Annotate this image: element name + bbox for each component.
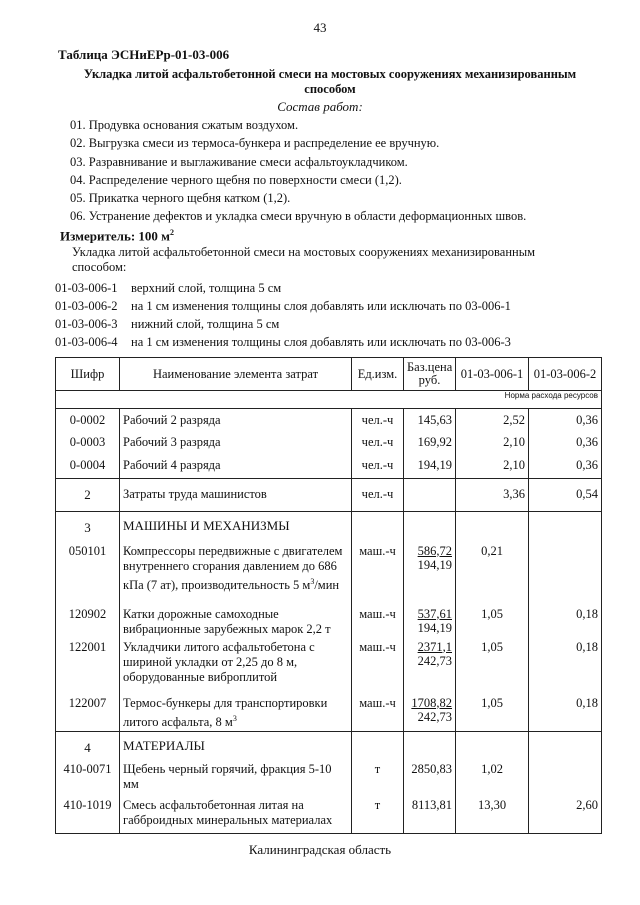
row-price: 194,19 [404, 455, 456, 479]
code-line-1 [55, 281, 281, 296]
header-col1: 01-03-006-1 [456, 358, 529, 391]
row-name: Щебень черный горячий, фракция 5-10 мм [120, 762, 352, 796]
table-title: Таблица ЭСНиЕРр-01-03-006 [58, 47, 230, 62]
header-code: Шифр [56, 358, 120, 391]
price-top: 1708,82 [411, 695, 452, 710]
row-value-2: 0,18 [529, 606, 602, 640]
row-name-sup: 3 [232, 713, 237, 723]
row-name [120, 540, 352, 606]
row-name: Затраты труда машинистов [120, 479, 352, 512]
header-price: Баз.цена руб. [404, 358, 456, 391]
code-line-4 [55, 335, 511, 350]
section-title: МАШИНЫ И МЕХАНИЗМЫ [120, 512, 352, 540]
row-price: 145,63 [404, 409, 456, 432]
price-bottom: 194,19 [417, 620, 452, 635]
row-name: Рабочий 4 разряда [120, 455, 352, 479]
row-name: Рабочий 3 разряда [120, 432, 352, 455]
row-code: 0-0003 [56, 432, 120, 455]
table-heading [60, 67, 600, 97]
table-row [56, 409, 602, 432]
work-item-4: 04. Распределение черного щебня по поверхности смеси (1,2). [70, 173, 402, 187]
code-id: 01-03-006-4 [55, 335, 118, 349]
price-bottom: 242,73 [417, 653, 452, 668]
row-name: Рабочий 2 разряда [120, 409, 352, 432]
price-top: 2371,1 [417, 639, 452, 654]
table-row [56, 455, 602, 479]
row-code: 2 [56, 479, 120, 512]
resource-table [55, 357, 602, 834]
table-row [56, 640, 602, 692]
measure-sup: 2 [170, 228, 175, 237]
row-value-1: 2,10 [456, 432, 529, 455]
header-name: Наименование элемента затрат [120, 358, 352, 391]
row-unit: маш.-ч [352, 606, 404, 640]
row-value-1: 1,05 [456, 606, 529, 640]
row-code: 050101 [56, 540, 120, 606]
row-price [404, 540, 456, 606]
row-name: Укладчики литого асфальтобетона с шириной укладки от 2,25 до 8 м, оборудованные виброплитой [120, 640, 352, 692]
row-unit: чел.-ч [352, 409, 404, 432]
code-id: 01-03-006-1 [55, 281, 118, 295]
price-top: 537,61 [417, 606, 452, 621]
table-row [56, 762, 602, 796]
row-value-1: 13,30 [456, 796, 529, 834]
norm-label: Норма расхода ресурсов [56, 391, 602, 409]
section-code: 3 [56, 512, 120, 540]
price-bottom: 194,19 [417, 557, 452, 572]
row-price [404, 640, 456, 692]
row-value-1: 1,05 [456, 692, 529, 732]
row-value-1: 2,52 [456, 409, 529, 432]
code-text: верхний слой, толщина 5 см [131, 281, 282, 295]
row-value-2 [529, 762, 602, 796]
table-row [56, 796, 602, 834]
row-unit: чел.-ч [352, 479, 404, 512]
section-code: 4 [56, 732, 120, 762]
section-materials [56, 732, 602, 762]
row-price [404, 606, 456, 640]
work-composition-label: Состав работ: [277, 99, 363, 114]
row-value-2 [529, 540, 602, 606]
description: Укладка литой асфальтобетонной смеси на мостовых сооружениях механизированным способом: [72, 245, 536, 274]
row-value-2: 0,18 [529, 640, 602, 692]
code-id: 01-03-006-3 [55, 317, 118, 331]
row-name: Катки дорожные самоходные вибрационные зарубежных марок 2,2 т [120, 606, 352, 640]
work-item-1: 01. Продувка основания сжатым воздухом. [70, 118, 299, 132]
heading-line-1: Укладка литой асфальтобетонной смеси на мостовых сооружениях механизированным [83, 67, 577, 81]
section-title: МАТЕРИАЛЫ [120, 732, 352, 762]
row-unit: маш.-ч [352, 692, 404, 732]
row-unit: т [352, 762, 404, 796]
row-value-1: 1,05 [456, 640, 529, 692]
row-code: 410-0071 [56, 762, 120, 796]
price-top: 586,72 [417, 543, 452, 558]
row-value-1: 1,02 [456, 762, 529, 796]
row-unit: чел.-ч [352, 432, 404, 455]
row-unit: чел.-ч [352, 455, 404, 479]
row-unit: т [352, 796, 404, 834]
row-price: 8113,81 [404, 796, 456, 834]
table-row [56, 606, 602, 640]
header-row [56, 358, 602, 391]
page-number: 43 [313, 20, 327, 35]
row-code: 0-0002 [56, 409, 120, 432]
row-unit: маш.-ч [352, 640, 404, 692]
table-row [56, 540, 602, 606]
row-value-1: 3,36 [456, 479, 529, 512]
code-text: на 1 см изменения толщины слоя добавлять или исключать по 03-006-3 [131, 335, 511, 349]
work-item-2: 02. Выгрузка смеси из термоса-бункера и распределение ее вручную. [70, 136, 440, 150]
measure-unit [60, 228, 174, 244]
row-value-2: 0,36 [529, 455, 602, 479]
row-value-2: 2,60 [529, 796, 602, 834]
row-name: Смесь асфальтобетонная литая на габброидных минеральных материалах [120, 796, 352, 834]
code-id: 01-03-006-2 [55, 299, 118, 313]
section-machines [56, 512, 602, 540]
row-name-sup: 3 [310, 576, 315, 586]
row-code: 0-0004 [56, 455, 120, 479]
row-code: 410-1019 [56, 796, 120, 834]
row-name-text: Компрессоры передвижные с двигателем внутреннего сгорания давлением до 686 кПа (7 ат), производительность 5 м [123, 543, 343, 592]
row-value-2: 0,36 [529, 432, 602, 455]
row-unit: маш.-ч [352, 540, 404, 606]
row-name-text: Термос-бункеры для транспортировки литого асфальта, 8 м [123, 695, 328, 729]
row-name-tail: /мин [314, 577, 340, 592]
row-value-2: 0,54 [529, 479, 602, 512]
row-price [404, 692, 456, 732]
code-text: нижний слой, толщина 5 см [131, 317, 280, 331]
row-price: 2850,83 [404, 762, 456, 796]
row-value-1: 0,21 [456, 540, 529, 606]
header-unit: Ед.изм. [352, 358, 404, 391]
table-row [56, 432, 602, 455]
measure-label: Измеритель: 100 м [60, 228, 171, 244]
row-price: 169,92 [404, 432, 456, 455]
row-code: 122001 [56, 640, 120, 692]
work-item-3: 03. Разравнивание и выглаживание смеси асфальтоукладчиком. [70, 155, 408, 169]
work-item-6: 06. Устранение дефектов и укладка смеси вручную в области деформационных швов. [70, 209, 527, 223]
norm-row [56, 391, 602, 409]
footer-region: Калининградская область [248, 842, 392, 857]
code-text: на 1 см изменения толщины слоя добавлять или исключать по 03-006-1 [131, 299, 511, 313]
row-code: 120902 [56, 606, 120, 640]
row-value-2: 0,18 [529, 692, 602, 732]
row-price [404, 479, 456, 512]
row-name [120, 692, 352, 732]
code-line-2 [55, 299, 511, 314]
row-code: 122007 [56, 692, 120, 732]
work-item-5: 05. Прикатка черного щебня катком (1,2). [70, 191, 291, 205]
heading-line-2: способом [304, 82, 356, 96]
row-value-2: 0,36 [529, 409, 602, 432]
table-row [56, 692, 602, 732]
code-line-3 [55, 317, 279, 332]
machinists-row [56, 479, 602, 512]
row-value-1: 2,10 [456, 455, 529, 479]
header-col2: 01-03-006-2 [529, 358, 602, 391]
price-bottom: 242,73 [417, 709, 452, 724]
